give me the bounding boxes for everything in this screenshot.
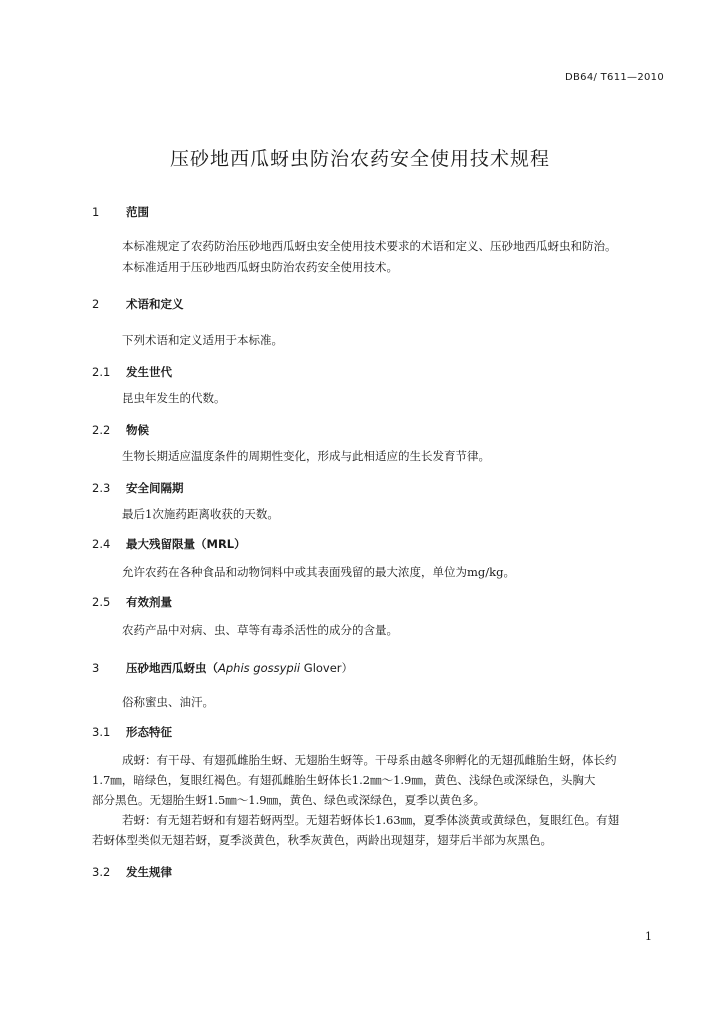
section-2-2-text: 生物长期适应温度条件的周期性变化，形成与此相适应的生长发育节律。 [122,449,490,463]
section-title: 最大残留限量（MRL） [126,537,246,551]
section-3-1-line-5: 若蚜体型类似无翅若蚜，夏季淡黄色，秋季灰黄色，两龄出现翅芽，翅芽后半部为灰黑色。 [92,833,552,847]
section-heading-2-2 [92,422,149,438]
section-2-1-text: 昆虫年发生的代数。 [122,391,226,405]
section-3-1-line-1: 成蚜：有干母、有翅孤雌胎生蚜、无翅胎生蚜等。干母系由越冬卵孵化的无翅孤雌胎生蚜，体长约 [122,753,617,767]
section-number: 3.1 [92,725,111,739]
page-title: 压砂地西瓜蚜虫防治农药安全使用技术规程 [169,148,550,170]
document-code: DB64/ T611—2010 [565,72,664,83]
section-title: 术语和定义 [126,297,184,311]
species-latin-name: Aphis gossypii [218,661,301,675]
section-title: 发生规律 [126,865,172,879]
section-1-paragraph-1: 本标准规定了农药防治压砂地西瓜蚜虫安全使用技术要求的术语和定义、压砂地西瓜蚜虫和防治。 [122,239,617,253]
section-number: 2.3 [92,481,111,495]
section-number: 2.1 [92,365,111,379]
section-heading-2 [92,296,184,312]
section-heading-2-5 [92,594,172,610]
section-heading-3-1 [92,724,172,740]
section-2-5-text: 农药产品中对病、虫、草等有毒杀活性的成分的含量。 [122,623,398,637]
section-title: 物候 [126,423,149,437]
section-number: 1 [92,205,100,219]
section-number: 2 [92,297,100,311]
section-title: 发生世代 [126,365,172,379]
section-number: 3.2 [92,865,111,879]
section-1-paragraph-2: 本标准适用于压砂地西瓜蚜虫防治农药安全使用技术。 [122,260,398,274]
section-heading-3-2 [92,864,172,880]
section-title: 有效剂量 [126,595,172,609]
section-3-1-line-3: 部分黑色。无翅胎生蚜1.5㎜～1.9㎜，黄色、绿色或深绿色，夏季以黄色多。 [92,793,486,807]
section-number: 2.5 [92,595,111,609]
species-author: Glover） [300,661,354,675]
section-number: 2.2 [92,423,111,437]
section-heading-2-1 [92,364,172,380]
section-2-4-text: 允许农药在各种食品和动物饲料中或其表面残留的最大浓度，单位为mg/kg。 [122,565,515,579]
section-3-1-line-2: 1.7㎜，暗绿色，复眼红褐色。有翅孤雌胎生蚜体长1.2㎜～1.9㎜，黄色、浅绿色或深绿色，头胸大 [92,773,596,787]
section-title: 形态特征 [126,725,172,739]
section-number: 3 [92,661,100,675]
section-number: 2.4 [92,537,111,551]
section-heading-2-4 [92,536,246,552]
section-3-1-line-4: 若蚜：有无翅若蚜和有翅若蚜两型。无翅若蚜体长1.63㎜，夏季体淡黄或黄绿色，复眼红色。有翅 [122,813,620,827]
section-3-paragraph-1: 俗称蜜虫、油汗。 [122,695,214,709]
section-heading-1 [92,204,149,220]
page-number: 1 [645,930,652,943]
section-2-paragraph-1: 下列术语和定义适用于本标准。 [122,333,283,347]
section-heading-3 [92,660,353,676]
section-title: 范围 [126,205,149,219]
section-title: 安全间隔期 [126,481,184,495]
section-2-3-text: 最后1次施药距离收获的天数。 [122,507,279,521]
section-heading-2-3 [92,480,184,496]
section-title: 压砂地西瓜蚜虫（ [126,661,218,675]
